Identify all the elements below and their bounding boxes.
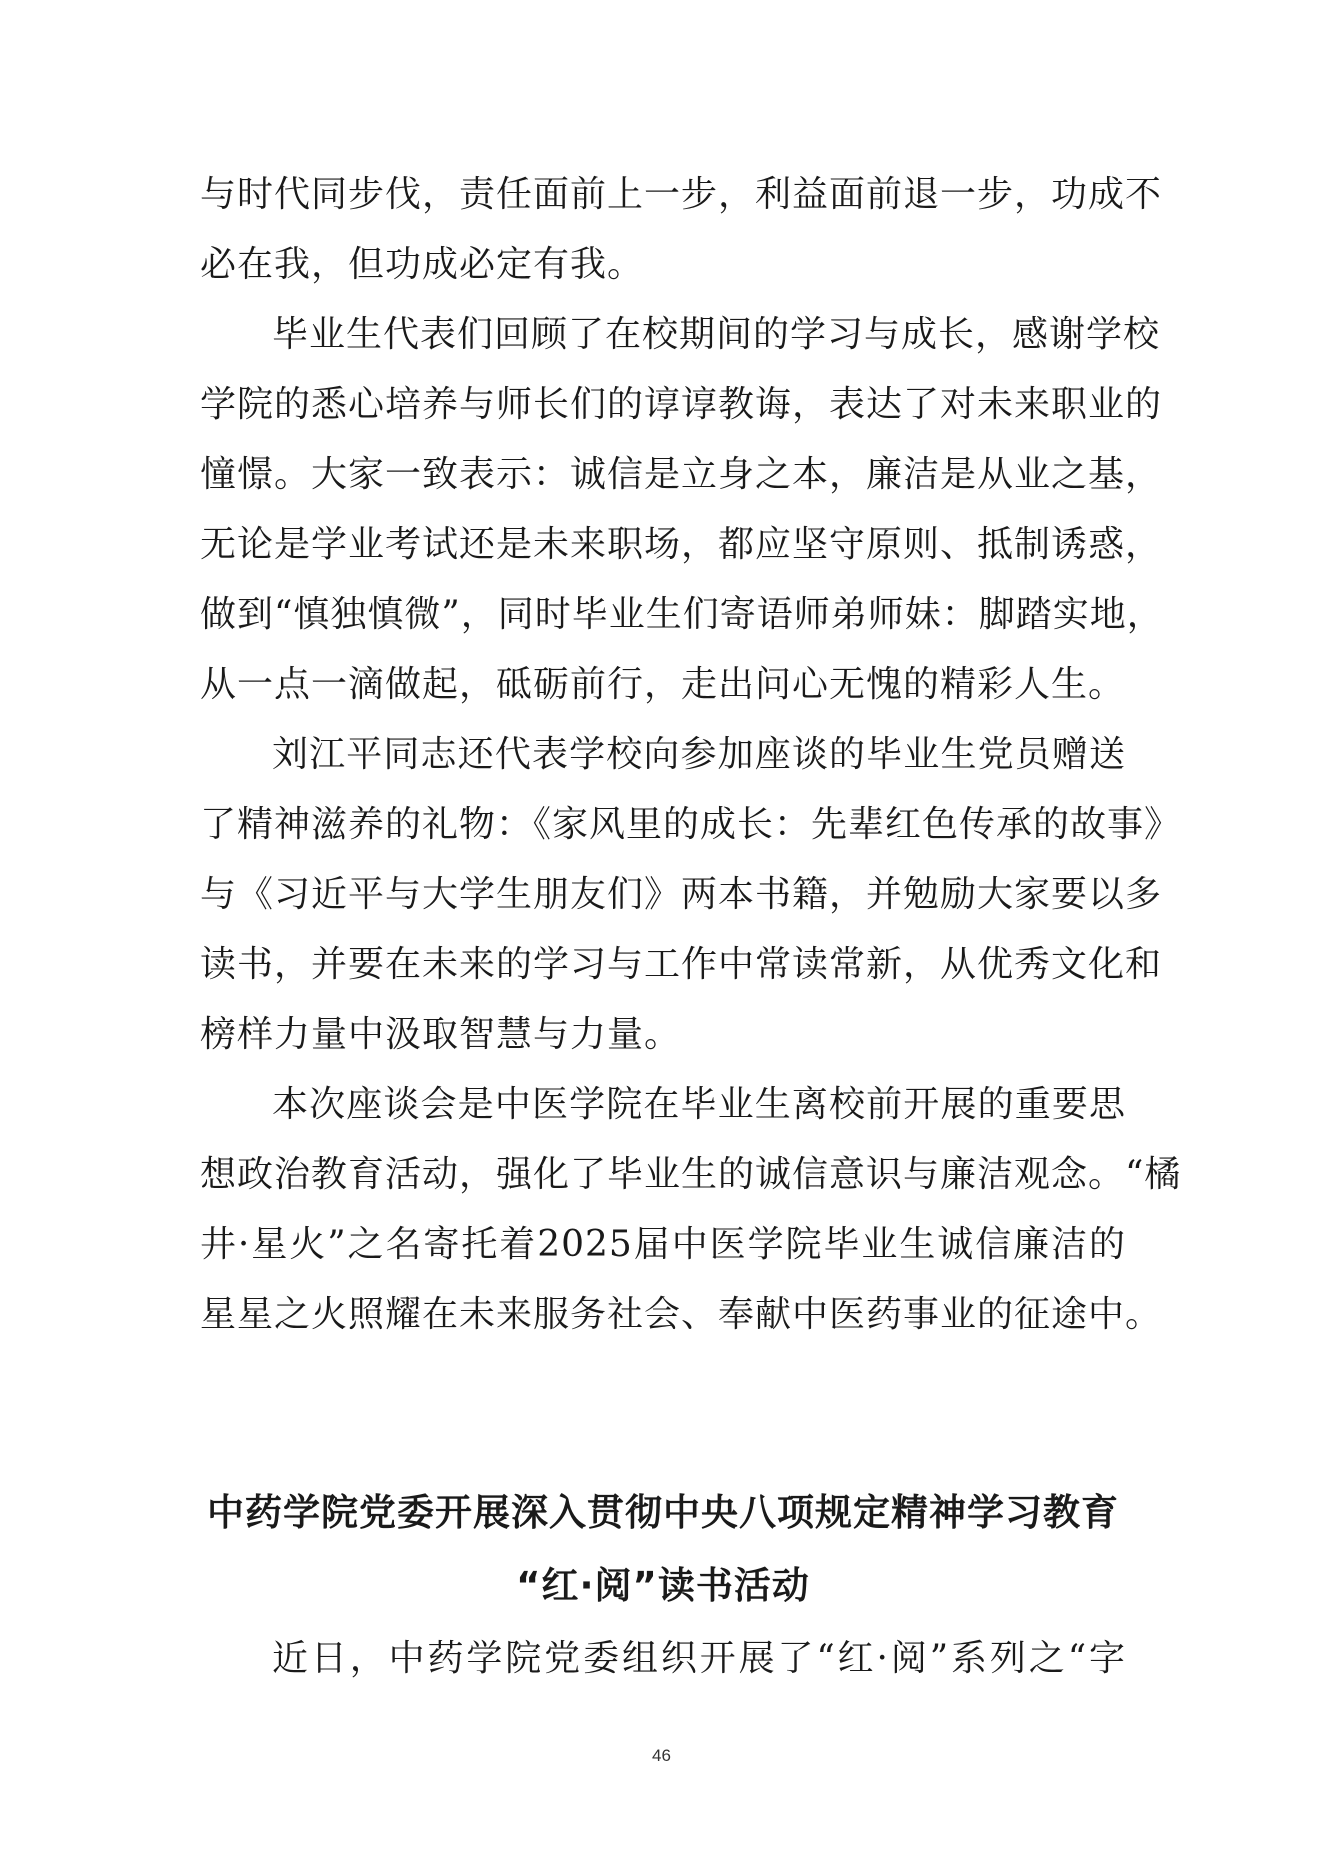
text-line: 无论是学业考试还是未来职场，都应坚守原则、抵制诱惑， xyxy=(200,524,1163,565)
text-line: 星星之火照耀在未来服务社会、奉献中医药事业的征途中。 xyxy=(200,1294,1163,1335)
text-line: 与《习近平与大学生朋友们》两本书籍，并勉励大家要以多 xyxy=(200,874,1163,915)
section-heading-line-2: “红·阅”读书活动 xyxy=(516,1564,810,1607)
text-line: 与时代同步伐，责任面前上一步，利益面前退一步，功成不 xyxy=(200,174,1163,215)
text-line: 必在我，但功成必定有我。 xyxy=(200,244,645,285)
section-heading-line-1: 中药学院党委开展深入贯彻中央八项规定精神学习教育 xyxy=(207,1491,1119,1534)
text-line: 憧憬。大家一致表示：诚信是立身之本，廉洁是从业之基， xyxy=(200,454,1163,495)
text-line: 井·星火”之名寄托着2025届中医学院毕业生诚信廉洁的 xyxy=(200,1224,1126,1265)
text-line: 从一点一滴做起，砥砺前行，走出问心无愧的精彩人生。 xyxy=(200,664,1126,705)
text-line: 学院的悉心培养与师长们的谆谆教诲，表达了对未来职业的 xyxy=(200,384,1163,425)
text-line: 刘江平同志还代表学校向参加座谈的毕业生党员赠送 xyxy=(272,734,1126,775)
text-line: 读书，并要在未来的学习与工作中常读常新，从优秀文化和 xyxy=(200,944,1163,985)
text-line: 毕业生代表们回顾了在校期间的学习与成长，感谢学校 xyxy=(272,314,1161,355)
text-line: 榜样力量中汲取智慧与力量。 xyxy=(200,1014,682,1055)
text-line: 了精神滋养的礼物：《家风里的成长：先辈红色传承的故事》 xyxy=(200,804,1182,845)
text-line: 本次座谈会是中医学院在毕业生离校前开展的重要思 xyxy=(272,1084,1126,1125)
body-text xyxy=(200,160,1182,1350)
page-number: 46 xyxy=(652,1746,671,1765)
text-line: 想政治教育活动，强化了毕业生的诚信意识与廉洁观念。“橘 xyxy=(200,1154,1182,1195)
text-line: 近日，中药学院党委组织开展了“红·阅”系列之“字 xyxy=(272,1638,1126,1679)
text-line: 做到“慎独慎微”，同时毕业生们寄语师弟师妹：脚踏实地， xyxy=(200,594,1164,635)
section-body xyxy=(200,1624,1126,1694)
